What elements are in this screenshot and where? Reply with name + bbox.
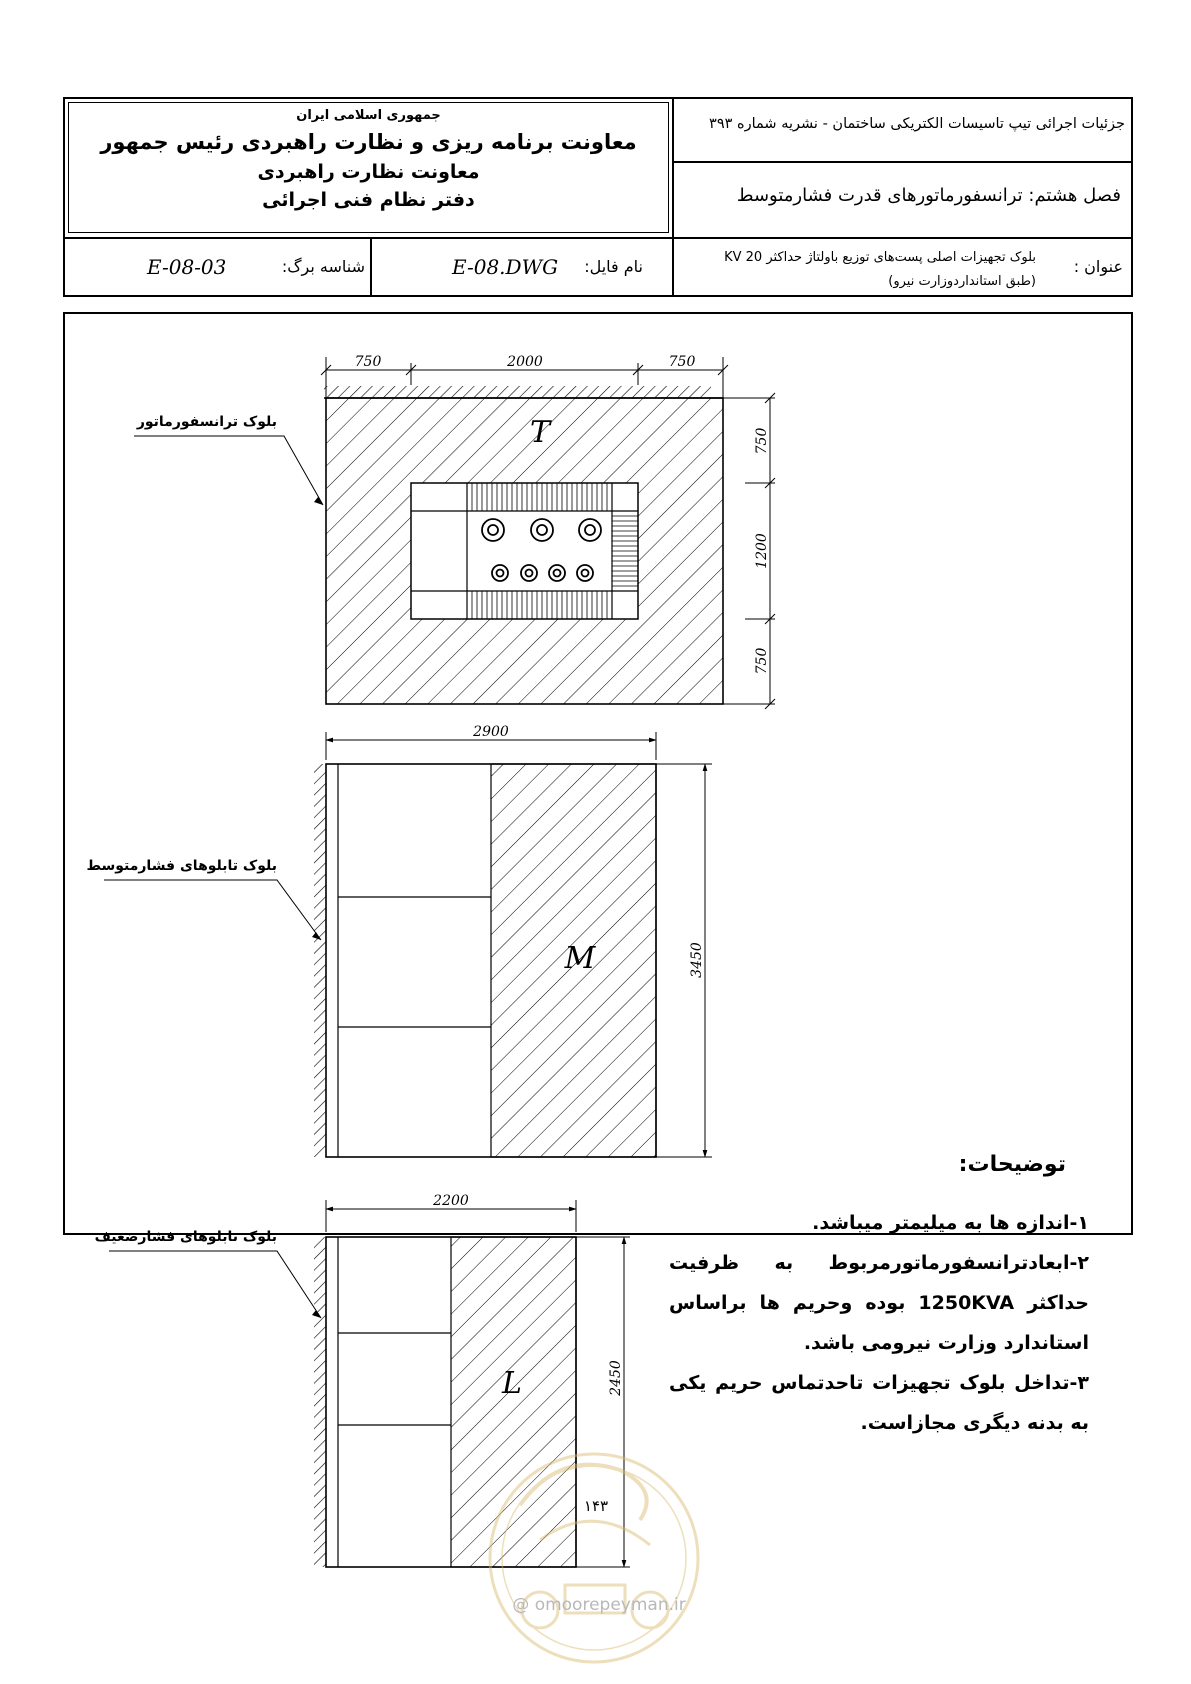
lv-leader	[109, 1251, 321, 1318]
wall-hatch-left	[314, 764, 326, 1157]
lv-block	[109, 1193, 630, 1567]
transformer-block	[134, 354, 775, 709]
dim-right-3: 750	[754, 647, 770, 675]
mv-letter: M	[564, 941, 596, 976]
org-line-4: دفتر نظام فنی اجرائی	[262, 189, 475, 211]
dim-top-2: 2000	[507, 354, 543, 370]
lv-dim-width: 2200	[433, 1193, 469, 1209]
mv-leader	[104, 880, 321, 940]
title-line-1: بلوک تجهیزات اصلی پست‌های توزیع باولتاژ حداکثر 20 KV	[724, 250, 1036, 265]
mv-dim-width: 2900	[473, 724, 509, 740]
lv-clearance-area	[451, 1237, 576, 1567]
transformer-leader	[134, 436, 323, 505]
chapter-title: فصل هشتم: ترانسفورماتورهای قدرت فشارمتوسط	[736, 185, 1121, 206]
lv-letter: L	[502, 1366, 522, 1401]
org-line-1: جمهوری اسلامی ایران	[296, 108, 441, 123]
wall-hatch-top	[324, 386, 711, 398]
note-item: ۲-ابعادترانسفورماتورمربوط به ظرفیت حداکثر 1250KVA بوده وحریم ها براساس استاندارد وزارت نیرومی باشد.	[669, 1252, 1090, 1354]
sheet-label: شناسه برگ:	[281, 257, 365, 276]
notes-title: توضیحات:	[958, 1152, 1066, 1177]
mv-block	[104, 724, 712, 1157]
note-item: ۱-اندازه ها به میلیمتر میباشد.	[812, 1212, 1089, 1234]
transformer-letter: T	[529, 415, 551, 450]
dim-top-3: 750	[668, 354, 696, 370]
notes-list	[669, 1203, 1089, 1443]
publication-title: جزئیات اجرائی تیپ تاسیسات الکتریکی ساختمان - نشریه شماره ۳۹۳	[709, 116, 1125, 132]
wall-hatch-left	[314, 1237, 326, 1567]
lv-dim-height: 2450	[608, 1360, 624, 1396]
lv-block-label: بلوک تابلوهای فشارضعیف	[94, 1229, 277, 1245]
file-value: E-08.DWG	[452, 255, 559, 279]
dim-right-2: 1200	[754, 533, 770, 569]
dim-top-1: 750	[354, 354, 382, 370]
org-line-3: معاونت نظارت راهبردی	[257, 161, 480, 183]
title-line-2: (طبق استانداردوزارت نیرو)	[888, 274, 1036, 289]
title-label: عنوان :	[1073, 257, 1123, 276]
transformer-block-label: بلوک ترانسفورماتور	[136, 414, 277, 430]
watermark-site	[494, 1595, 704, 1615]
transformer-body	[411, 483, 638, 619]
at-icon: @	[512, 1595, 530, 1615]
sheet-value: E-08-03	[147, 255, 227, 279]
org-line-2: معاونت برنامه ریزی و نظارت راهبردی رئیس جمهور	[100, 130, 637, 154]
mv-block-label: بلوک تابلوهای فشارمتوسط	[86, 858, 277, 874]
watermark-site-text: omoorepeyman.ir	[534, 1595, 686, 1615]
dim-right-1: 750	[754, 427, 770, 455]
page-number: ۱۴۳	[583, 1497, 609, 1515]
mv-dim-height: 3450	[689, 942, 705, 978]
lv-height-dimension	[576, 1237, 630, 1567]
file-label: نام فایل:	[584, 257, 643, 276]
note-item: ۳-تداخل بلوک تجهیزات تاحدتماس حریم یکی به بدنه دیگری مجازاست.	[669, 1372, 1089, 1434]
